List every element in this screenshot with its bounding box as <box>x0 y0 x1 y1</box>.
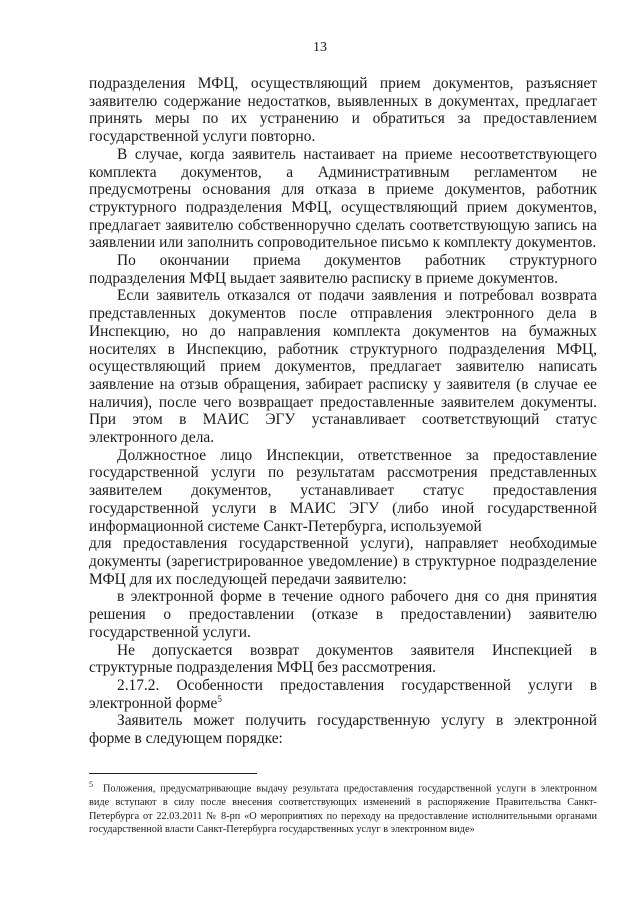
paragraph-3: По окончании приема документов работник структурного подразделения МФЦ выдает заявителю расписку в приеме документов. <box>89 252 597 287</box>
paragraph-10: Заявитель может получить государственную услугу в электронной форме в следующем порядке: <box>89 712 597 748</box>
paragraph-7: в электронной форме в течение одного рабочего дня со дня принятия решения о предоставлении (отказе в предоставлении) заявителю государственной услуги. <box>89 588 597 641</box>
page-number: 13 <box>313 40 327 55</box>
footnote-separator <box>89 773 257 774</box>
footnote-paragraph <box>89 778 597 837</box>
paragraph-1: подразделения МФЦ, осуществляющий прием документов, разъясняет заявителю содержание недостатков, выявленных в документах, предлагает принять меры по их устранению и обратиться за предоставлением государственной услуги повторно. <box>89 75 597 146</box>
document-body <box>89 75 597 748</box>
paragraph-5: Должностное лицо Инспекции, ответственное за предоставление государственной услуги по результатам рассмотрения представленных заявителем документов, устанавливает статус предоставления государственной услуги в МАИС ЭГУ (либо иной государственной информационной системе Санкт-Петербурга, используемой <box>89 446 597 535</box>
footnote-mark: 5 <box>89 780 93 789</box>
footnote-text: Положения, предусматривающие выдачу результата предоставления государственной услуги в электронном виде вступают в силу после внесения соответствующих изменений в распоряжение Правительства Санкт-Петербурга от 22.03.2011 № 8-рп «О мероприятиях по переходу на предоставление исполнительными органами государственной власти Санкт-Петербурга государственных услуг в электронном виде» <box>89 783 597 836</box>
paragraph-6: для предоставления государственной услуги), направляет необходимые документы (зарегистрированное уведомление) в структурное подразделение МФЦ для их последующей передачи заявителю: <box>89 535 597 588</box>
paragraph-2: В случае, когда заявитель настаивает на приеме несоответствующего комплекта документов, а Административным регламентом не предусмотрены основания для отказа в приеме документов, работник структурного подразделения МФЦ, осуществляющий прием документов, предлагает заявителю собственноручно сделать соответствующую запись на заявлении или заполнить сопроводительное письмо к комплекту документов. <box>89 145 597 252</box>
section-heading-text: 2.17.2. Особенности предоставления государственной услуги в электронной форме <box>89 676 597 712</box>
footnote <box>89 778 597 837</box>
footnote-reference[interactable]: 5 <box>217 693 222 704</box>
paragraph-8: Не допускается возврат документов заявителя Инспекцией в структурные подразделения МФЦ без рассмотрения. <box>89 641 597 677</box>
paragraph-4: Если заявитель отказался от подачи заявления и потребовал возврата представленных документов после отправления электронного дела в Инспекцию, но до направления комплекта документов на бумажных носителях в Инспекцию, работник структурного подразделения МФЦ, осуществляющий прием документов, предлагает заявителю написать заявление на отзыв обращения, забирает расписку у заявителя (в случае ее наличия), после чего возвращает предоставленные заявителем документы. При этом в МАИС ЭГУ устанавливает соответствующий статус электронного дела. <box>89 287 597 447</box>
section-heading-2-17-2 <box>89 677 597 712</box>
